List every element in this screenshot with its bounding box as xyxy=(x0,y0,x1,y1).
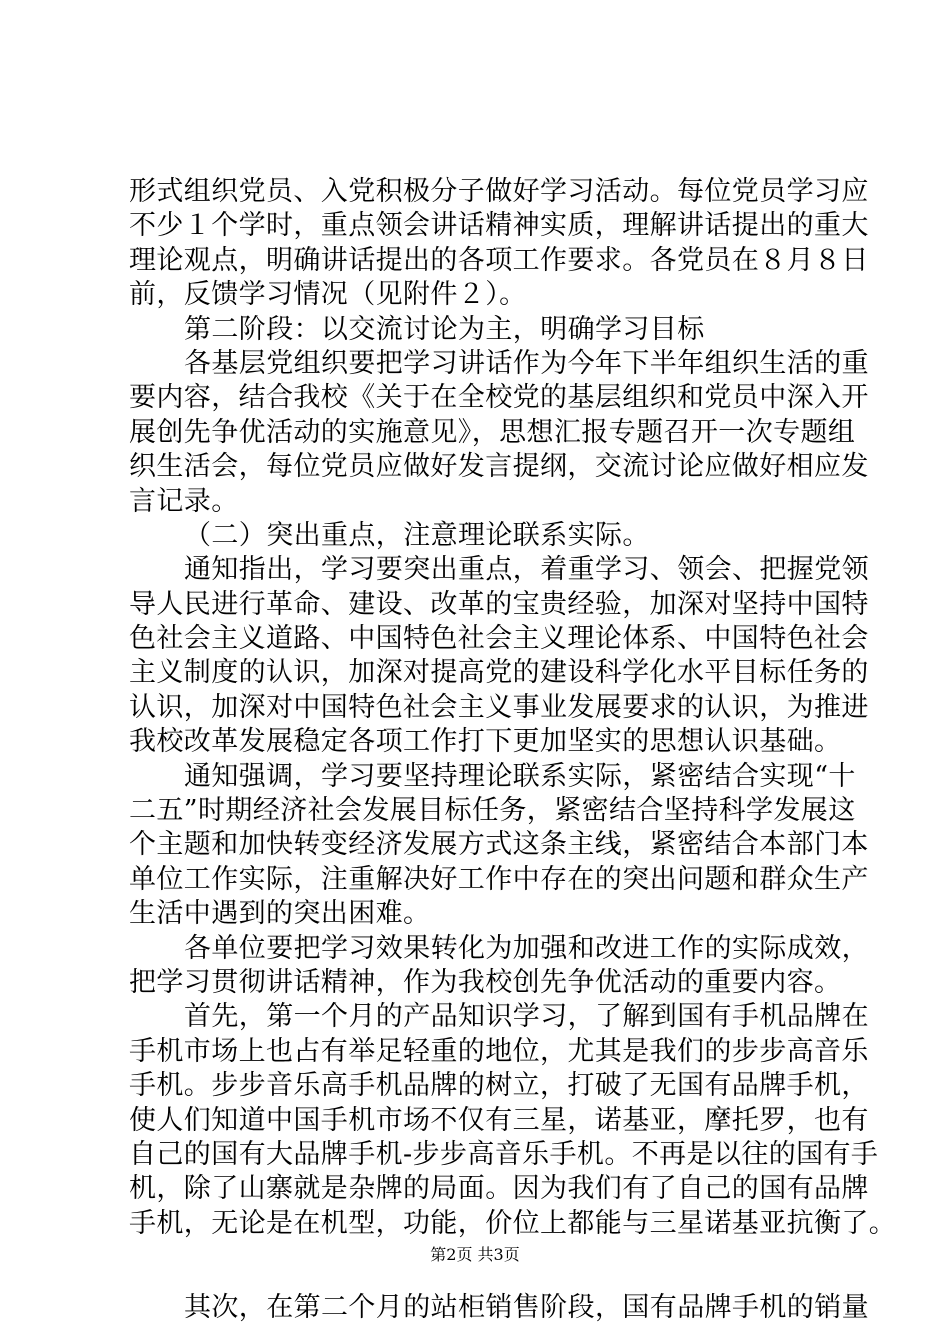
text-line: 各基层党组织要把学习讲话作为今年下半年组织生活的重 xyxy=(184,347,869,379)
text-line: 单位工作实际，注重解决好工作中存在的突出问题和群众生产 xyxy=(129,863,869,895)
text-line: 首先，第一个月的产品知识学习，了解到国有手机品牌在 xyxy=(184,1001,869,1033)
text-line: 手机，无论是在机型，功能，价位上都能与三星诺基亚抗衡了。 xyxy=(129,1207,897,1239)
text-line: 形式组织党员、入党积极分子做好学习活动。每位党员学习应 xyxy=(129,176,869,207)
text-line: 要内容，结合我校《关于在全校党的基层组织和党员中深入开 xyxy=(129,382,869,414)
text-line: 织生活会，每位党员应做好发言提纲，交流讨论应做好相应发 xyxy=(129,451,869,483)
text-line: 言记录。 xyxy=(129,485,239,517)
text-line: 我校改革发展稳定各项工作打下更加坚实的思想认识基础。 xyxy=(129,726,842,758)
text-line: 手机市场上也占有举足轻重的地位，尤其是我们的步步高音乐 xyxy=(129,1035,869,1067)
text-line: 把学习贯彻讲话精神，作为我校创先争优活动的重要内容。 xyxy=(129,966,842,998)
text-line: 手机。步步音乐高手机品牌的树立，打破了无国有品牌手机， xyxy=(129,1070,869,1102)
text-line: 机，除了山寨就是杂牌的局面。因为我们有了自己的国有品牌 xyxy=(129,1173,869,1205)
text-line: 主义制度的认识，加深对提高党的建设科学化水平目标任务的 xyxy=(129,657,869,689)
text-line: 色社会主义道路、中国特色社会主义理论体系、中国特色社会 xyxy=(129,623,869,655)
text-line: 二五”时期经济社会发展目标任务，紧密结合坚持科学发展这 xyxy=(129,795,856,827)
text-line: 导人民进行革命、建设、改革的宝贵经验，加深对坚持中国特 xyxy=(129,588,869,620)
text-line: 前，反馈学习情况（见附件２）。 xyxy=(129,279,527,311)
text-line: 通知指出，学习要突出重点，着重学习、领会、把握党领 xyxy=(184,554,869,586)
document-body xyxy=(129,175,897,1326)
text-line: 通知强调，学习要坚持理论联系实际，紧密结合实现“十 xyxy=(184,760,856,792)
page-number-footer: 第2页 共3页 xyxy=(430,1245,520,1264)
text-line: 不少１个学时，重点领会讲话精神实质，理解讲话提出的重大 xyxy=(129,210,869,242)
text-line: 理论观点，明确讲话提出的各项工作要求。各党员在８月８日 xyxy=(129,244,869,276)
section-heading: （二）突出重点，注意理论联系实际。 xyxy=(184,519,650,551)
text-line: 使人们知道中国手机市场不仅有三星，诺基亚，摩托罗，也有 xyxy=(129,1104,869,1136)
text-line: 各单位要把学习效果转化为加强和改进工作的实际成效， xyxy=(184,932,869,964)
text-line: 个主题和加快转变经济发展方式这条主线，紧密结合本部门本 xyxy=(129,829,869,861)
text-line: 生活中遇到的突出困难。 xyxy=(129,898,431,930)
text-line: 其次，在第二个月的站柜销售阶段，国有品牌手机的销量 xyxy=(184,1292,869,1324)
section-heading: 第二阶段：以交流讨论为主，明确学习目标 xyxy=(184,313,705,345)
text-line: 认识，加深对中国特色社会主义事业发展要求的认识，为推进 xyxy=(129,691,869,723)
text-line: 展创先争优活动的实施意见》，思想汇报专题召开一次专题组 xyxy=(129,416,856,448)
text-line: 自己的国有大品牌手机-步步高音乐手机。不再是以往的国有手 xyxy=(129,1138,879,1170)
